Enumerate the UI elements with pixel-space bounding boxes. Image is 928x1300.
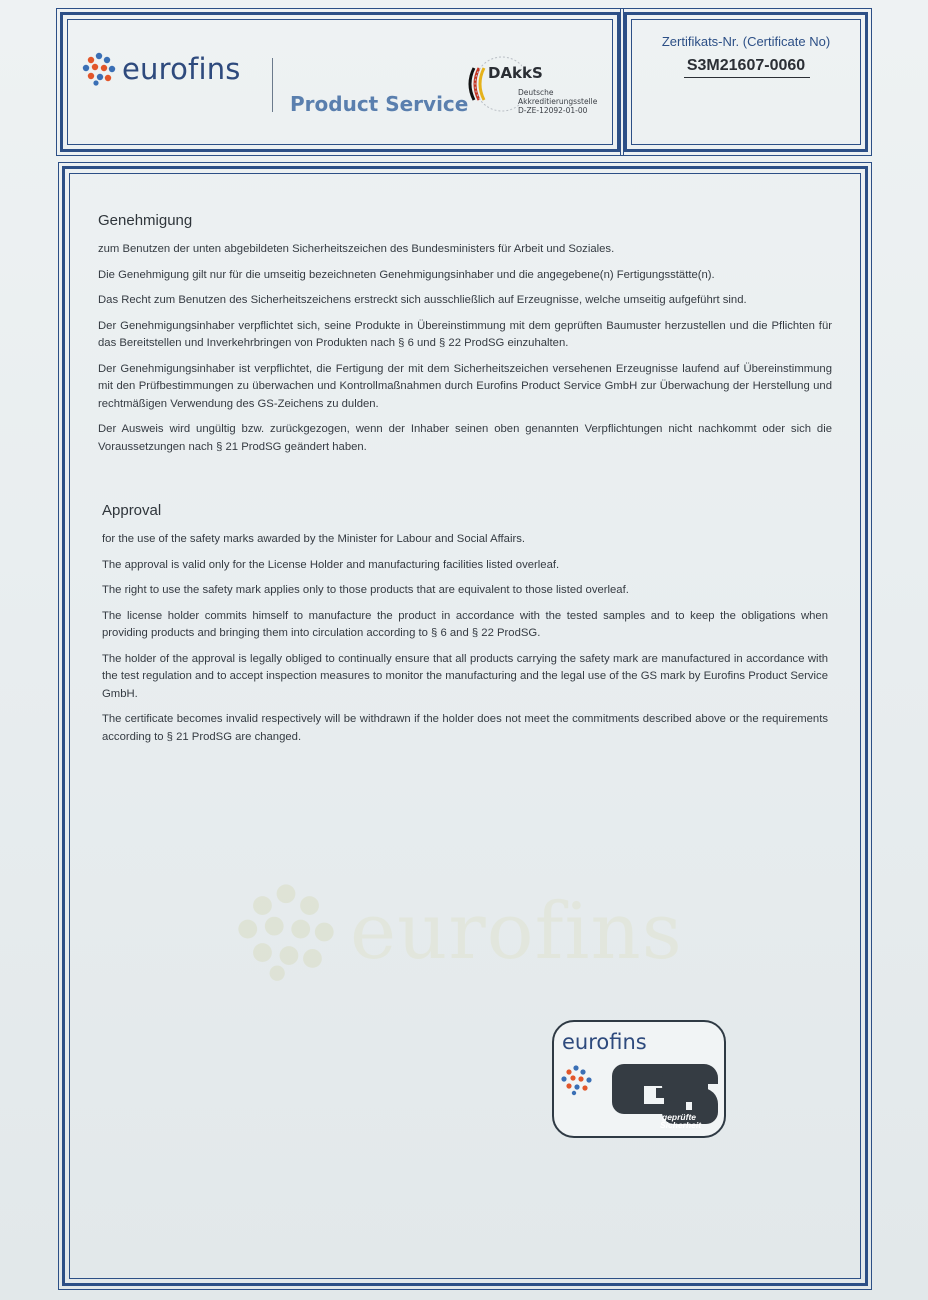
- dakks-line1: Deutsche: [518, 88, 554, 97]
- gs-mark-icon: [554, 1022, 724, 1136]
- certificate-number-label: Zertifikats-Nr. (Certificate No): [661, 34, 831, 49]
- seal-caption-1: geprüfte: [662, 1112, 696, 1122]
- english-title: Approval: [102, 502, 162, 519]
- logo-text: eurofins: [122, 52, 241, 86]
- dakks-line2: Akkreditierungsstelle: [518, 97, 598, 106]
- gs-safety-seal: [552, 1020, 726, 1138]
- english-paragraph: The holder of the approval is legally obliged to continually ensure that all products carrying the safety mark are manufactured in accordance with the test regulation and to accept inspection measures to monitor the manufacturing and the legal use of the GS mark by Eurofins Product Service GmbH.: [102, 652, 828, 700]
- english-paragraph: The certificate becomes invalid respectively will be withdrawn if the holder does not meet the commitments described above or the requirements according to § 21 ProdSG are changed.: [102, 713, 828, 743]
- german-paragraph: Der Genehmigungsinhaber verpflichtet sich, seine Produkte in Übereinstimmung mit dem geprüften Baumuster herzustellen und die Pflichten für das Bereitstellen und Inverkehrbringen von Produkten nach § 6 und § 22 ProdSG einzuhalten.: [98, 319, 832, 349]
- watermark-dots-icon: [236, 882, 336, 982]
- german-paragraph: Das Recht zum Benutzen des Sicherheitszeichens erstreckt sich ausschließlich auf Erzeugnisse, welche umseitig aufgeführt sind.: [98, 294, 747, 306]
- dakks-details: [518, 88, 597, 115]
- certificate-number-underline: [684, 77, 810, 78]
- english-paragraph: The license holder commits himself to manufacture the product in accordance with the tested samples and to keep the obligations when providing products and bringing them into circulation according to § 6 and § 22 ProdSG.: [102, 609, 828, 639]
- german-paragraph: Die Genehmigung gilt nur für die umseitig bezeichneten Genehmigungsinhaber und die angegebene(n) Fertigungsstätte(n).: [98, 268, 715, 281]
- eurofins-logo: [82, 52, 241, 86]
- header-divider: [272, 58, 273, 112]
- dakks-name: DAkkS: [488, 64, 543, 82]
- watermark-text: eurofins: [350, 887, 683, 977]
- german-title: Genehmigung: [98, 212, 193, 229]
- seal-caption-2: Sicherheit: [660, 1120, 702, 1130]
- english-paragraph: for the use of the safety marks awarded by the Minister for Labour and Social Affairs.: [102, 533, 526, 545]
- certificate-number: S3M21607-0060: [686, 57, 806, 74]
- header-certificate-frame: [624, 12, 868, 152]
- dakks-line3: D-ZE-12092-01-00: [518, 106, 588, 115]
- product-service-label: Product Service: [290, 92, 469, 116]
- eurofins-watermark: [236, 882, 683, 982]
- german-paragraph: Der Genehmigungsinhaber ist verpflichtet, die Fertigung der mit dem Sicherheitszeichen versehenen Erzeugnisse laufend auf Übereinstimmung mit den Prüfbestimmungen zu überwachen und Kontrollmaßnahmen durch Eurofins Product Service GmbH zur Überwachung der Herstellung und rechtmäßigen Verwendung des GS-Zeichens zu dulden.: [98, 362, 832, 410]
- german-paragraph: zum Benutzen der unten abgebildeten Sicherheitszeichen des Bundesministers für Arbeit und Soziales.: [98, 243, 615, 255]
- english-paragraph: The approval is valid only for the License Holder and manufacturing facilities listed overleaf.: [102, 558, 560, 571]
- eurofins-dots-icon: [82, 52, 116, 86]
- dakks-emblem-icon: [462, 54, 522, 114]
- german-paragraph: Der Ausweis wird ungültig bzw. zurückgezogen, wenn der Inhaber seinen oben genannten Verpflichtungen nicht nachkommt oder sich die Voraussetzungen nach § 21 ProdSG geändert haben.: [98, 423, 832, 453]
- german-section: [98, 212, 832, 464]
- english-section: [102, 502, 828, 754]
- seal-brand: eurofins: [562, 1030, 647, 1054]
- english-paragraph: The right to use the safety mark applies only to those products that are equivalent to those listed overleaf.: [102, 584, 629, 596]
